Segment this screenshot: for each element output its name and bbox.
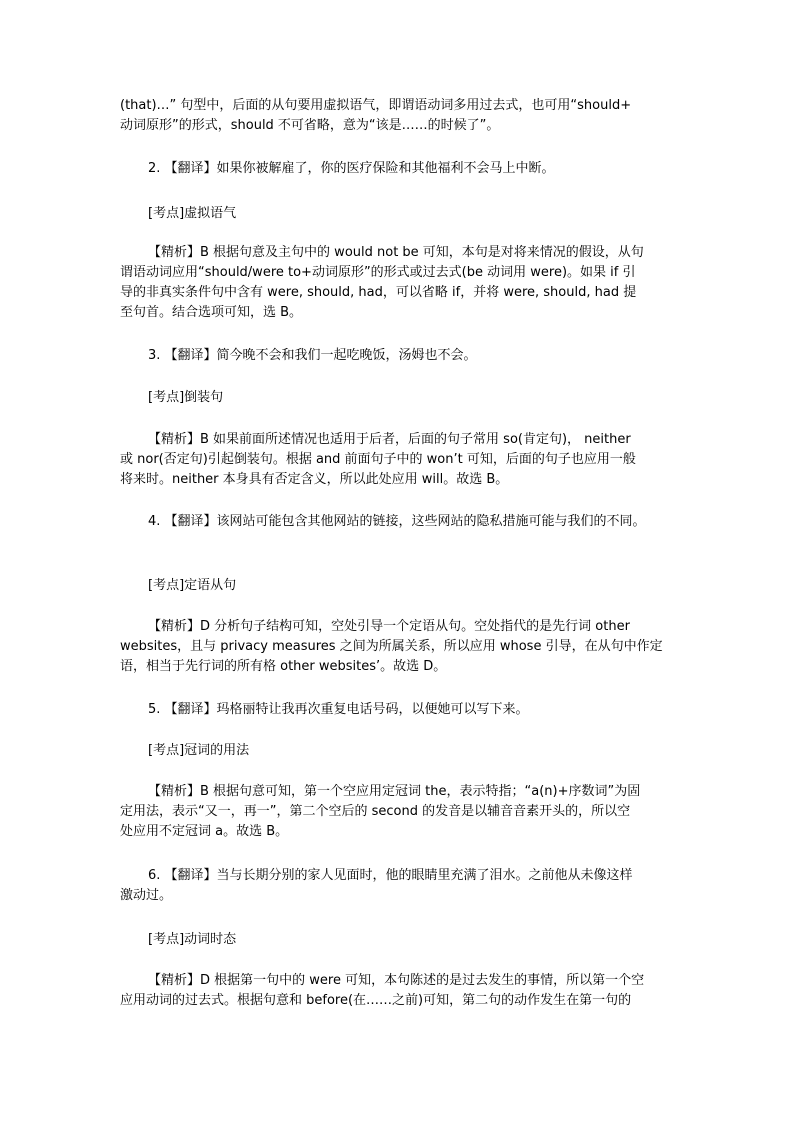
item-5-translation: 5. 【翻译】玛格丽特让我再次重复电话号码，以便她可以写下来。 [148, 702, 529, 717]
text-line: websites，且与 privacy measures 之间为所属关系，所以应用 whose 引导，在从句中作定 [120, 639, 663, 654]
text-line: 【精析】D 分析句子结构可知，空处引导一个定语从句。空处指代的是先行词 other [148, 619, 630, 634]
item-6-translation [120, 866, 680, 906]
text-line: 语，相当于先行词的所有格 other websites’。故选 D。 [120, 659, 447, 674]
text-line: 或 nor(否定句)引起倒装句。根据 and 前面句子中的 won’t 可知，后面的句子也应用一般 [120, 452, 636, 467]
text-line: 6. 【翻译】当与长期分别的家人见面时，他的眼睛里充满了泪水。之前他从未像这样 [148, 868, 633, 883]
item-4-point: [考点]定语从句 [148, 578, 237, 593]
item-3-point: [考点]倒装句 [148, 390, 224, 405]
text-line: 导的非真实条件句中含有 were, should, had，可以省略 if，并将 were, should, had 提 [120, 285, 637, 300]
text-line: 至句首。结合选项可知，选 B。 [120, 305, 303, 320]
item-2-analysis [120, 243, 680, 323]
text-line: 处应用不定冠词 a。故选 B。 [120, 824, 289, 839]
text-line: 【精析】B 根据句意可知，第一个空应用定冠词 the，表示特指；“a(n)+序数词”为固 [148, 784, 641, 799]
item-3-translation: 3. 【翻译】简今晚不会和我们一起吃晚饭，汤姆也不会。 [148, 348, 477, 363]
text-line: 动词原形”的形式，should 不可省略，意为“该是……的时候了”。 [120, 118, 500, 133]
intro-paragraph [120, 96, 680, 136]
item-3-analysis [120, 430, 680, 490]
item-5-point: [考点]冠词的用法 [148, 743, 250, 758]
item-5-analysis [120, 782, 680, 842]
text-line: (that)…” 句型中，后面的从句要用虚拟语气，即谓语动词多用过去式，也可用“should+ [120, 98, 632, 113]
text-line: 谓语动词应用“should/were to+动词原形”的形式或过去式(be 动词用 were)。如果 if 引 [120, 265, 636, 280]
item-4-translation: 4. 【翻译】该网站可能包含其他网站的链接，这些网站的隐私措施可能与我们的不同。 [148, 514, 646, 529]
text-line: 【精析】B 根据句意及主句中的 would not be 可知，本句是对将来情况的假设，从句 [148, 245, 644, 260]
item-2-translation: 2. 【翻译】如果你被解雇了，你的医疗保险和其他福利不会马上中断。 [148, 161, 555, 176]
text-line: 将来时。neither 本身具有否定含义，所以此处应用 will。故选 B。 [120, 472, 509, 487]
text-line: 【精析】D 根据第一句中的 were 可知，本句陈述的是过去发生的事情，所以第一个空 [148, 973, 645, 988]
item-2-point: [考点]虚拟语气 [148, 206, 237, 221]
text-line: 激动过。 [120, 888, 173, 903]
item-6-analysis [120, 971, 680, 1011]
text-line: 【精析】B 如果前面所述情况也适用于后者，后面的句子常用 so(肯定句)， neither [148, 432, 631, 447]
item-4-analysis [120, 617, 680, 677]
text-line: 定用法，表示“又一，再一”，第二个空后的 second 的发音是以辅音音素开头的，所以空 [120, 804, 631, 819]
item-6-point: [考点]动词时态 [148, 932, 237, 947]
text-line: 应用动词的过去式。根据句意和 before(在……之前)可知，第二句的动作发生在第一句的 [120, 993, 632, 1008]
